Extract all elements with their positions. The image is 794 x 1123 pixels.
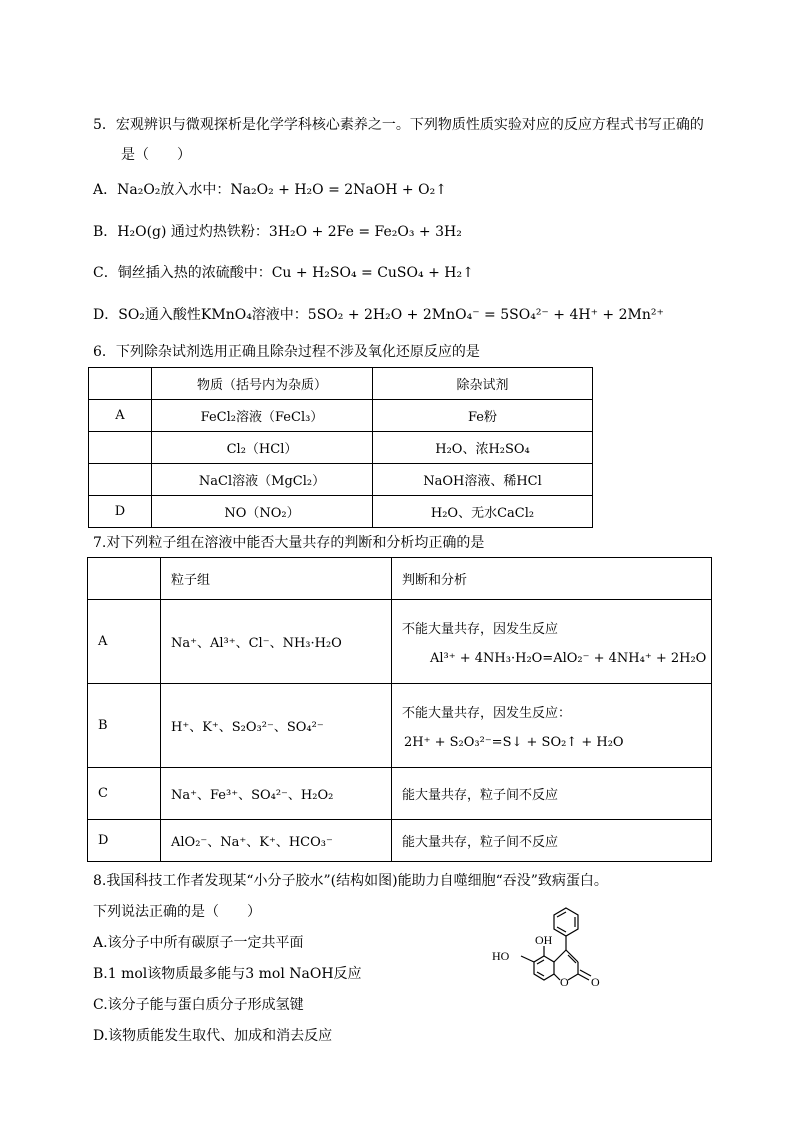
table-cell: Na⁺、Fe³⁺、SO₄²⁻、H₂O₂	[161, 768, 392, 820]
table-header-cell	[89, 368, 152, 400]
table-cell: FeCl₂溶液（FeCl₃）	[152, 400, 373, 432]
carbonyl-oxygen-label: O	[591, 975, 600, 989]
molecule-structure	[485, 900, 615, 1025]
ring-oxygen-label: O	[560, 975, 569, 989]
q8-stem: 8.我国科技工作者发现某“小分子胶水”(结构如图)能助力自噬细胞“吞没”致病蛋白。	[93, 873, 608, 889]
q5-option-d: D．SO₂通入酸性KMnO₄溶液中：5SO₂ + 2H₂O + 2MnO₄⁻ = 5SO₄²⁻ + 4H⁺ + 2Mn²⁺	[93, 307, 664, 323]
table-cell: NaCl溶液（MgCl₂）	[152, 464, 373, 496]
judgement-text: 不能大量共存，因发生反应	[402, 621, 559, 637]
table-cell: B	[88, 684, 161, 768]
equation-text: 2H⁺ + S₂O₃²⁻=S↓ + SO₂↑ + H₂O	[404, 734, 624, 750]
table-cell: Cl₂（HCl）	[152, 432, 373, 464]
table-row	[89, 496, 593, 528]
table-header-cell	[88, 558, 161, 600]
q5-option-c: C．铜丝插入热的浓硫酸中：Cu + H₂SO₄ = CuSO₄ + H₂↑	[93, 265, 474, 281]
table-cell	[89, 464, 152, 496]
table-cell: NO（NO₂）	[152, 496, 373, 528]
q5-stem-line2: 是（ ）	[121, 147, 191, 163]
q5-option-b: B．H₂O(g) 通过灼热铁粉：3H₂O + 2Fe = Fe₂O₃ + 3H₂	[93, 224, 462, 240]
judgement-text: 不能大量共存，因发生反应：	[402, 705, 572, 721]
table-header-row	[89, 368, 593, 400]
table-cell: 能大量共存，粒子间不反应	[392, 768, 712, 820]
table-header-cell: 除杂试剂	[373, 368, 593, 400]
q8-option-a: A.该分子中所有碳原子一定共平面	[93, 935, 304, 951]
q7-stem: 7.对下列粒子组在溶液中能否大量共存的判断和分析均正确的是	[93, 535, 485, 551]
table-cell: H₂O、浓H₂SO₄	[373, 432, 593, 464]
q8-option-b: B.1 mol该物质最多能与3 mol NaOH反应	[93, 966, 362, 982]
table-row	[89, 464, 593, 496]
table-header-cell: 粒子组	[161, 558, 392, 600]
table-cell: 能大量共存，粒子间不反应	[392, 820, 712, 862]
q8-option-c: C.该分子能与蛋白质分子形成氢键	[93, 997, 304, 1013]
table-row	[88, 820, 712, 862]
oh-label: OH	[535, 933, 553, 947]
table-cell	[89, 432, 152, 464]
table-row	[88, 684, 712, 768]
table-header-cell: 物质（括号内为杂质）	[152, 368, 373, 400]
table-cell: D	[89, 496, 152, 528]
table-cell: Na⁺、Al³⁺、Cl⁻、NH₃·H₂O	[161, 600, 392, 684]
table-row	[89, 432, 593, 464]
q5-option-a: A．Na₂O₂放入水中：Na₂O₂ + H₂O = 2NaOH + O₂↑	[93, 182, 447, 198]
table-cell: C	[88, 768, 161, 820]
benzene-ring	[534, 956, 554, 980]
table-cell	[392, 600, 712, 684]
q6-table	[88, 367, 593, 528]
q6-stem: 6．下列除杂试剂选用正确且除杂过程不涉及氧化还原反应的是	[93, 344, 480, 360]
table-cell: AlO₂⁻、Na⁺、K⁺、HCO₃⁻	[161, 820, 392, 862]
table-header-cell: 判断和分析	[392, 558, 712, 600]
q5-stem-line1: 5．宏观辨识与微观探析是化学学科核心素养之一。下列物质性质实验对应的反应方程式书写正确的	[93, 117, 704, 133]
table-row	[88, 768, 712, 820]
table-row	[89, 400, 593, 432]
table-cell: A	[89, 400, 152, 432]
table-cell: D	[88, 820, 161, 862]
table-header-row	[88, 558, 712, 600]
table-cell: H⁺、K⁺、S₂O₃²⁻、SO₄²⁻	[161, 684, 392, 768]
ho-label: HO	[492, 949, 510, 963]
table-cell	[392, 684, 712, 768]
table-cell: NaOH溶液、稀HCl	[373, 464, 593, 496]
q8-option-d: D.该物质能发生取代、加成和消去反应	[93, 1028, 333, 1044]
q7-table	[87, 557, 712, 862]
table-row	[88, 600, 712, 684]
table-cell: A	[88, 600, 161, 684]
equation-text: Al³⁺ + 4NH₃·H₂O=AlO₂⁻ + 4NH₄⁺ + 2H₂O	[430, 650, 707, 666]
table-cell: H₂O、无水CaCl₂	[373, 496, 593, 528]
table-cell: Fe粉	[373, 400, 593, 432]
q8-ask: 下列说法正确的是（ ）	[93, 904, 261, 920]
